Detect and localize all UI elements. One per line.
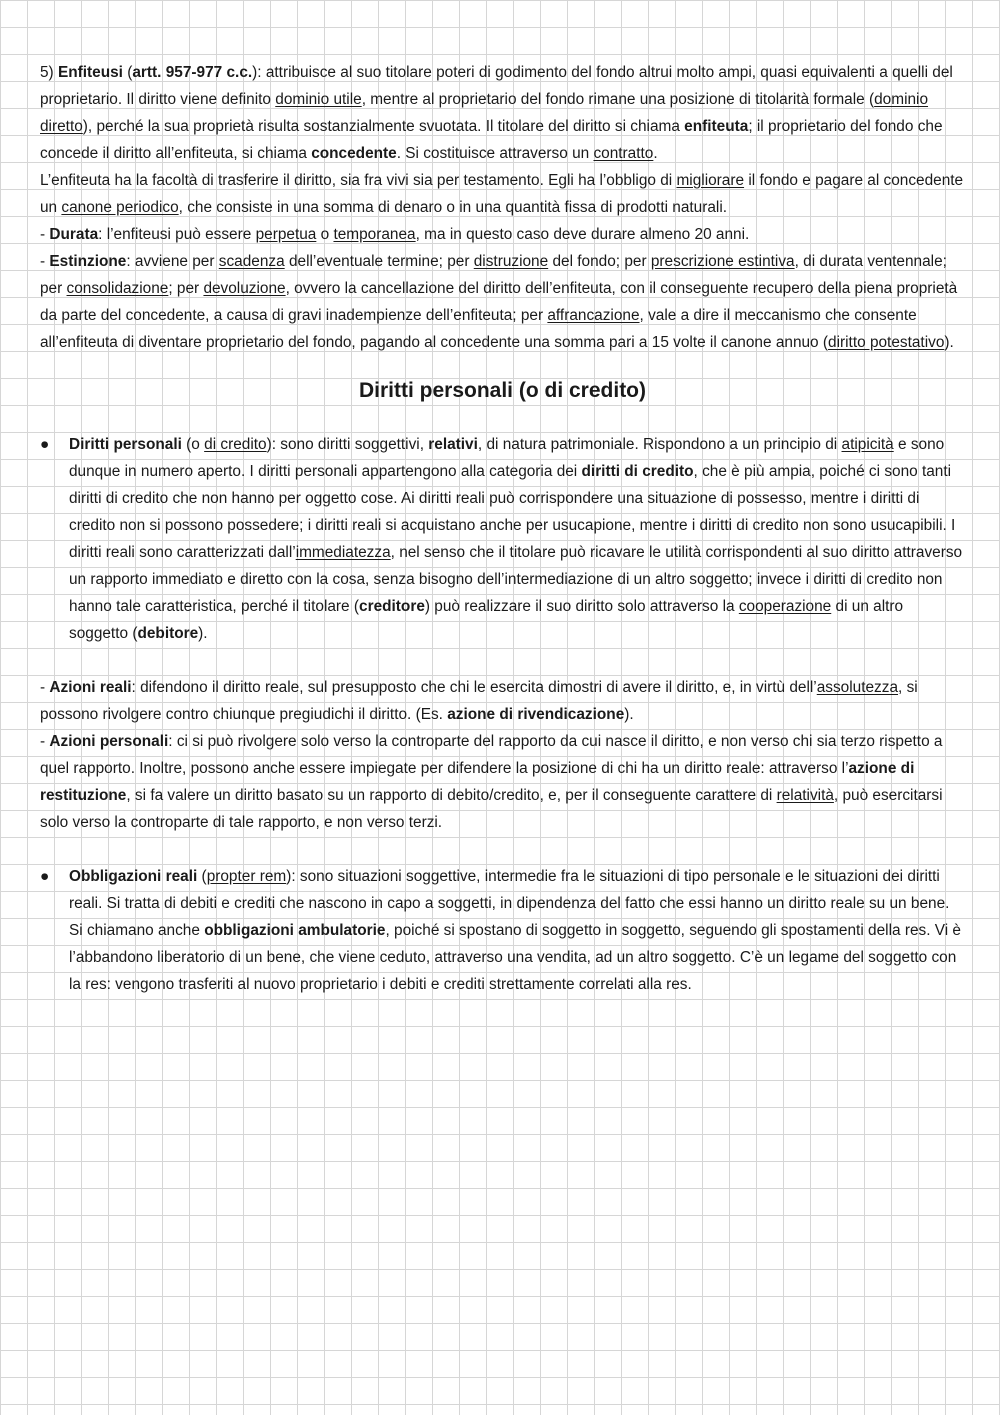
underlined-term: scadenza bbox=[218, 253, 285, 270]
spacer bbox=[40, 647, 965, 674]
text-run: : l’enfiteusi può essere bbox=[98, 226, 256, 243]
bold-term: enfiteuta bbox=[684, 118, 749, 135]
text-run: , ma in questo caso deve durare almeno 20 anni. bbox=[415, 226, 750, 243]
bullet-dot-icon: ● bbox=[40, 868, 50, 885]
underlined-term: prescrizione estintiva bbox=[650, 253, 795, 270]
enfiteusi-paragraph bbox=[40, 59, 965, 167]
azioni-personali-paragraph bbox=[40, 728, 965, 836]
text-run: , che è più ampia, poiché ci sono tanti diritti di credito che non hanno per oggetto cose. Ai diritti reali può corrispondere una situazione di possesso, mentre i diritti di credito non si possono possedere; i diritti reali si acquistano anche per usucapione, mentre i diritti di credito non sono usucapibili. I diritti reali sono caratterizzati dall’ bbox=[69, 463, 956, 561]
bold-term: debitore bbox=[137, 625, 199, 642]
text-run: ) può realizzare il suo diritto solo attraverso la bbox=[424, 598, 739, 615]
text-run: , nel senso che il titolare può ricavare le utilità corrispondenti al suo diritto attraverso un rapporto immediato e diretto con la cosa, senza bisogno dell’intermediazione di un altro soggetto; invece i diritti di credito non hanno tale caratteristica, perché il titolare ( bbox=[69, 544, 963, 615]
text-run: , di natura patrimoniale. Rispondono a un principio di bbox=[477, 436, 842, 453]
text-run: ): attribuisce al suo titolare poteri di godimento del fondo altrui molto ampi, quasi equivalenti a quelli del proprietario. Il diritto viene definito bbox=[40, 64, 953, 108]
bullet-diritti-personali bbox=[40, 431, 965, 647]
text-run: del fondo; per bbox=[548, 253, 651, 270]
text-run: , di durata ventennale; per bbox=[40, 253, 947, 297]
spacer bbox=[40, 836, 965, 863]
article-reference: artt. 957-977 c.c. bbox=[132, 64, 253, 81]
text-run: ; per bbox=[168, 280, 204, 297]
bold-term: Diritti personali bbox=[69, 436, 182, 453]
text-run: , si possono rivolgere contro chiunque pregiudichi il diritto. (Es. bbox=[40, 679, 918, 723]
bold-term: azione di rivendicazione bbox=[447, 706, 625, 723]
text-run: , che consiste in una somma di denaro o in una quantità fissa di prodotti naturali. bbox=[178, 199, 728, 216]
text-run: L’enfiteuta ha la facoltà di trasferire il diritto, sia fra vivi sia per testamento. Egli ha l’obbligo di bbox=[40, 172, 677, 189]
bullet-obbligazioni-reali bbox=[40, 863, 965, 998]
underlined-term: affrancazione bbox=[547, 307, 640, 324]
text-run: ; il proprietario del fondo che concede il diritto all’enfiteuta, si chiama bbox=[40, 118, 943, 162]
underlined-term: migliorare bbox=[676, 172, 745, 189]
text-run: ( bbox=[197, 868, 207, 885]
text-run: ). bbox=[198, 625, 208, 642]
underlined-term: contratto bbox=[593, 145, 654, 162]
underlined-term: diritto potestativo bbox=[828, 334, 945, 351]
text-run: ), perché la sua proprietà risulta sostanzialmente svuotata. Il titolare del diritto si chiama bbox=[82, 118, 685, 135]
estinzione-paragraph bbox=[40, 248, 965, 356]
bold-term: obbligazioni ambulatorie bbox=[204, 922, 386, 939]
bold-term: Obbligazioni reali bbox=[69, 868, 198, 885]
underlined-term: dominio diretto bbox=[40, 91, 929, 135]
durata-paragraph bbox=[40, 221, 965, 248]
text-run: e sono dunque in numero aperto. I diritti personali appartengono alla categoria dei bbox=[69, 436, 945, 480]
text-run: , vale a dire il meccanismo che consente all’enfiteuta di diventare proprietario del fondo, pagando al concedente una somma pari a 15 volte il canone annuo ( bbox=[40, 307, 917, 351]
bold-term: relativi bbox=[428, 436, 478, 453]
text-run: ). bbox=[944, 334, 954, 351]
text-run: ). bbox=[624, 706, 634, 723]
text-run: o bbox=[316, 226, 334, 243]
text-run: : ci si può rivolgere solo verso la controparte del rapporto da cui nasce il diritto, e non verso chi sia terzo rispetto a quel rapporto. Inoltre, possono anche essere impiegate per difendere la posizione di chi ha un diritto reale: attraverso l’ bbox=[40, 733, 943, 777]
bold-term: concedente bbox=[311, 145, 397, 162]
underlined-term: distruzione bbox=[473, 253, 549, 270]
azioni-reali-paragraph bbox=[40, 674, 965, 728]
underlined-term: consolidazione bbox=[66, 280, 169, 297]
underlined-term: perpetua bbox=[255, 226, 317, 243]
text-run: ( bbox=[122, 64, 133, 81]
underlined-term: di credito bbox=[204, 436, 267, 453]
text-run: , si fa valere un diritto basato su un rapporto di debito/credito, e, per il conseguente carattere di bbox=[126, 787, 777, 804]
text-run: , mentre al proprietario del fondo rimane una posizione di titolarità formale ( bbox=[361, 91, 875, 108]
estinzione-label: Estinzione bbox=[49, 253, 127, 270]
bold-term: creditore bbox=[359, 598, 425, 615]
underlined-term: canone periodico bbox=[61, 199, 179, 216]
text-run: ): sono diritti soggettivi, bbox=[266, 436, 429, 453]
text-run: ): sono situazioni soggettive, intermedie fra le situazioni di tipo personale e le situazioni dei diritti reali. Si tratta di debiti e crediti che nascono in capo a soggetti, in dipendenza del fatto che essi hanno un diritto reale su un bene. Si chiamano anche bbox=[69, 868, 950, 939]
dash: - bbox=[40, 226, 50, 243]
text-run: (o bbox=[181, 436, 205, 453]
underlined-term: relatività bbox=[776, 787, 834, 804]
underlined-term: temporanea bbox=[333, 226, 416, 243]
durata-label: Durata bbox=[49, 226, 99, 243]
underlined-term: assolutezza bbox=[816, 679, 899, 696]
text-run: : avviene per bbox=[126, 253, 219, 270]
underlined-term: atipicità bbox=[841, 436, 894, 453]
bold-term: azione di restituzione bbox=[40, 760, 915, 804]
underlined-term: immediatezza bbox=[295, 544, 391, 561]
term-enfiteusi: Enfiteusi bbox=[57, 64, 123, 81]
section-number: 5) bbox=[40, 64, 58, 81]
text-run: di un altro soggetto ( bbox=[69, 598, 904, 642]
text-run: . bbox=[653, 145, 658, 162]
dash: - bbox=[40, 679, 50, 696]
underlined-term: propter rem bbox=[206, 868, 287, 885]
azioni-reali-label: Azioni reali bbox=[49, 679, 132, 696]
enfiteuta-paragraph bbox=[40, 167, 965, 221]
dash: - bbox=[40, 253, 50, 270]
text-run: dell’eventuale termine; per bbox=[284, 253, 474, 270]
text-run: , ovvero la cancellazione del diritto dell’enfiteuta, con il conseguente recupero della piena proprietà da parte del concedente, a causa di gravi inadempienze dell’enfiteuta; per bbox=[40, 280, 958, 324]
underlined-term: cooperazione bbox=[738, 598, 832, 615]
underlined-term: devoluzione bbox=[203, 280, 286, 297]
dash: - bbox=[40, 733, 50, 750]
azioni-personali-label: Azioni personali bbox=[49, 733, 169, 750]
document-page bbox=[40, 59, 965, 998]
text-run: , può esercitarsi solo verso la controparte di tale rapporto, e non verso terzi. bbox=[40, 787, 943, 831]
underlined-term: dominio utile bbox=[275, 91, 362, 108]
text-run: il fondo e pagare al concedente un bbox=[40, 172, 964, 216]
bullet-dot-icon: ● bbox=[40, 436, 50, 453]
text-run: : difendono il diritto reale, sul presupposto che chi le esercita dimostri di avere il diritto, e, in virtù dell’ bbox=[131, 679, 817, 696]
bold-term: diritti di credito bbox=[581, 463, 694, 480]
section-heading: Diritti personali (o di credito) bbox=[358, 379, 647, 402]
text-run: , poiché si spostano di soggetto in soggetto, seguendo gli spostamenti della res. Vi è l’abbandono liberatorio di un bene, che viene ceduto, attraverso una vendita, ad un altro soggetto. C’è un legame del soggetto con la res: vengono trasferiti al nuovo proprietario i debiti e crediti strettamente correlati alla res. bbox=[69, 922, 961, 993]
text-run: . Si costituisce attraverso un bbox=[396, 145, 594, 162]
